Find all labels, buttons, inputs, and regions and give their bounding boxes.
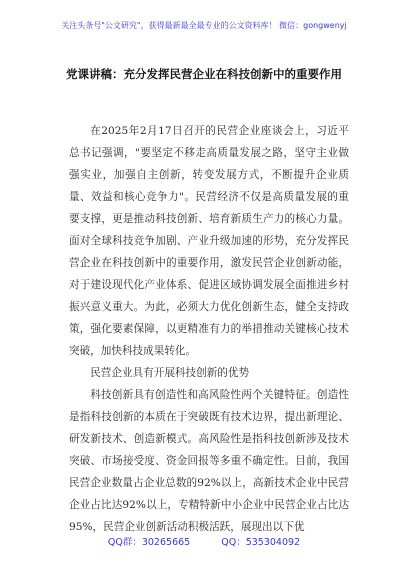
paragraph: 科技创新具有创造性和高风险性两个关键特征。创造性是指科技创新的本质在于突破既有技术边界，提出新理论、研发新技术、创造新模式。高风险性是指科技创新涉及技术突破、市场接受度、资金回报等多重不确定性。目前，我国民营企业数量占企业总数的92%以上，高新技术企业中民营企业占比达92%以上，专精特新中小企业中民营企业占比达95%，民营企业创新活动积极活跃，展现出以下优 [69,389,349,533]
paragraph: 在2025年2月17日召开的民营企业座谈会上，习近平总书记强调，"要坚定不移走高质量发展之路，坚守主业做强实业，加强自主创新，转变发展方式，不断提升企业质量、效益和核心竞争力"。民营经济不仅是高质量发展的重要支撑，更是推动科技创新、培育新质生产力的核心力量。面对全球科技竞争加剧、产业升级加速的形势，充分发挥民营企业在科技创新中的重要作用，激发民营企业创新动能，对于建设现代化产业体系、促进区域协调发展全面推进乡村振兴意义重大。为此，必须大力优化创新生态，健全支持政策，强化要素保障，以更精准有力的举措推动关键核心技术突破，加快科技成果转化。 [69,125,349,357]
qq-group-number: QQ群：30265665 [107,537,191,548]
qq-number: QQ：535304092 [221,537,301,548]
document-title: 党课讲稿：充分发挥民营企业在科技创新中的重要作用 [66,67,342,81]
document-body [69,120,349,538]
promo-header: 关注头条号"公文研究"，获得最新最全最专业的公文资料库！ 微信：gongwenyj [61,21,347,30]
section-heading: 民营企业具有开展科技创新的优势 [90,367,250,379]
contact-footer [0,534,408,548]
